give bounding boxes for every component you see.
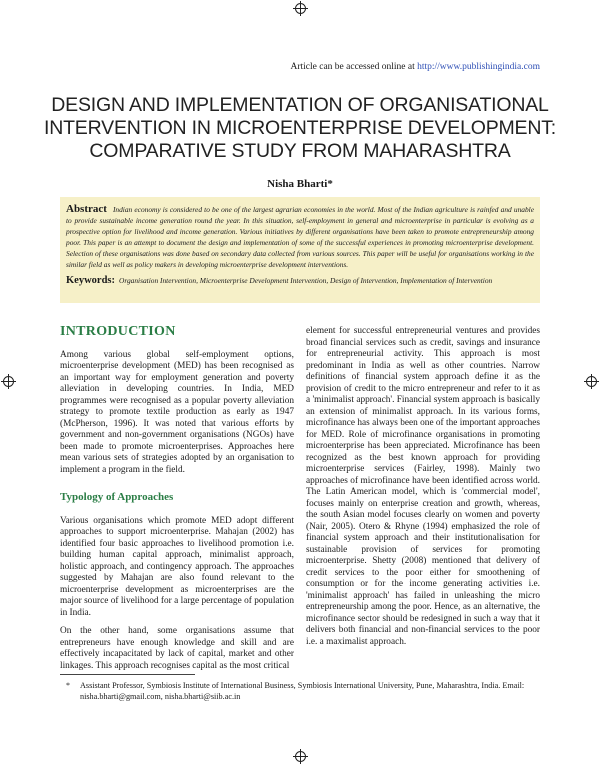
right-column [306,326,540,648]
abstract-text: Indian economy is considered to be one of the largest agrarian economies in the world. Most of the Indian agriculture is rainfed and unable to provide sustainable income generation round the year. In this situation, self-employment in general and microenterprise in particular is evolving as a prospective option for livelihood and income generation. Various initiatives by different organisations have been taken to promote entrepreneurship among poor. This paper is an attempt to document the design and implementation of some of the successful experiences in promoting microenterprise development. Selection of these organisations was done based on secondary data collected from various sources. This paper will be useful for organisations working in the similar field as well as policy makers in developing microenterprise development interventions. [66,205,534,269]
abstract [66,204,534,270]
registration-mark-bottom-icon [295,751,306,762]
typology-paragraph-2: On the other hand, some organisations assume that entrepreneurs have enough knowledge and skill and are effectively incapacitated by lack of capital, market and other linkages. This approach recognises capital as the most critical [60,626,294,671]
online-access-note [291,62,541,72]
registration-mark-right-icon [586,376,597,387]
abstract-heading: Abstract [66,203,107,215]
registration-mark-top-icon [295,3,306,14]
registration-mark-left-icon [3,376,14,387]
author-name: Nisha Bharti* [267,178,333,190]
title-line-2: INTERVENTION IN MICROENTERPRISE DEVELOPMENT: [44,117,556,139]
abstract-box [60,197,540,303]
typology-heading: Typology of Approaches [60,491,174,503]
typology-paragraph-1: Various organisations which promote MED adopt different approaches to support microenterprise. Mahajan (2002) has identified four basic approaches to livelihood promotion i.e. building human capital approach, minimalist approach, holistic approach, and contingency approach. The approaches suggested by Mahajan are also found relevant to the microenterprise development as microenterprises are the major source of livelihood for a large percentage of population in India. [60,515,294,618]
footnote-text: Assistant Professor, Symbiosis Institute of International Business, Symbiosis International University, Pune, Maharashtra, India. Email: nisha.bharti@gmail.com, nisha.bharti@siib.ac.in [80,681,525,701]
title-line-1: DESIGN AND IMPLEMENTATION OF ORGANISATIONAL [51,94,549,116]
keywords-text: Organisation Intervention, Microenterprise Development Intervention, Design of Intervention, Implementation of Intervention [119,276,493,286]
title-line-3: COMPARATIVE STUDY FROM MAHARASHTRA [89,140,511,162]
access-link[interactable]: http://www.publishingindia.com [417,62,540,72]
paper-title [30,94,570,163]
footnote-mark: * [66,681,70,690]
left-column [60,326,294,672]
introduction-paragraph: Among various global self-employment options, microenterprise development (MED) has been recognised as an important way for employment generation and poverty alleviation in developing countries. In India, MED programmes were recognised as a popular poverty alleviation strategy to promote textile production as early as 1947 (McPherson, 1996). It was noted that various efforts by government and non-government organisations (NGOs) have been made to promote microenterprises. Approaches here mean various sets of strategies adopted by an organisation to implement a program in the field. [60,349,294,475]
introduction-heading: INTRODUCTION [60,324,176,339]
access-text: Article can be accessed online at [290,62,415,72]
keywords [66,275,534,286]
right-column-paragraph: element for successful entrepreneurial ventures and provides broad financial services such as credit, savings and insurance for entrepreneurial activity. This approach is most predominant in India as well as other countries. Narrow definitions of financial system approach define it as the provision of credit to the micro entrepreneur and refer to it as a 'minimalist approach'. Financial system approach is basically an extension of minimalist approach. In its various forms, microfinance has always been one of the important approaches for MED. Role of microfinance organisations in promoting microenterprise has been appreciated. Microfinance has been recognized as the best known approach for providing microenterprise services (Fairley, 1998). Mainly two approaches of microfinance have been identified across world. The Latin American model, which is 'commercial model', focuses mainly on enterprise creation and growth, whereas, the south Asian model focuses clearly on women and poverty (Nair, 2005). Otero & Rhyne (1994) emphasized the role of financial system approach and their institutionalisation for sustainable provision of services for promoting microenterprise. Shetty (2008) mentioned that delivery of credit services to the poor either for smoothening of consumption or for the income generating activities i.e. 'minimalist approach' has failed in unleashing the micro entrepreneurship among the poor. Hence, as an alternative, the microfinance sector should be redesigned in such a way that it delivers both financial and non-financial services to the poor i.e. a maximalist approach. [306,326,540,647]
keywords-heading: Keywords: [66,275,115,287]
footnote-divider [60,674,195,675]
footnote [60,680,540,702]
